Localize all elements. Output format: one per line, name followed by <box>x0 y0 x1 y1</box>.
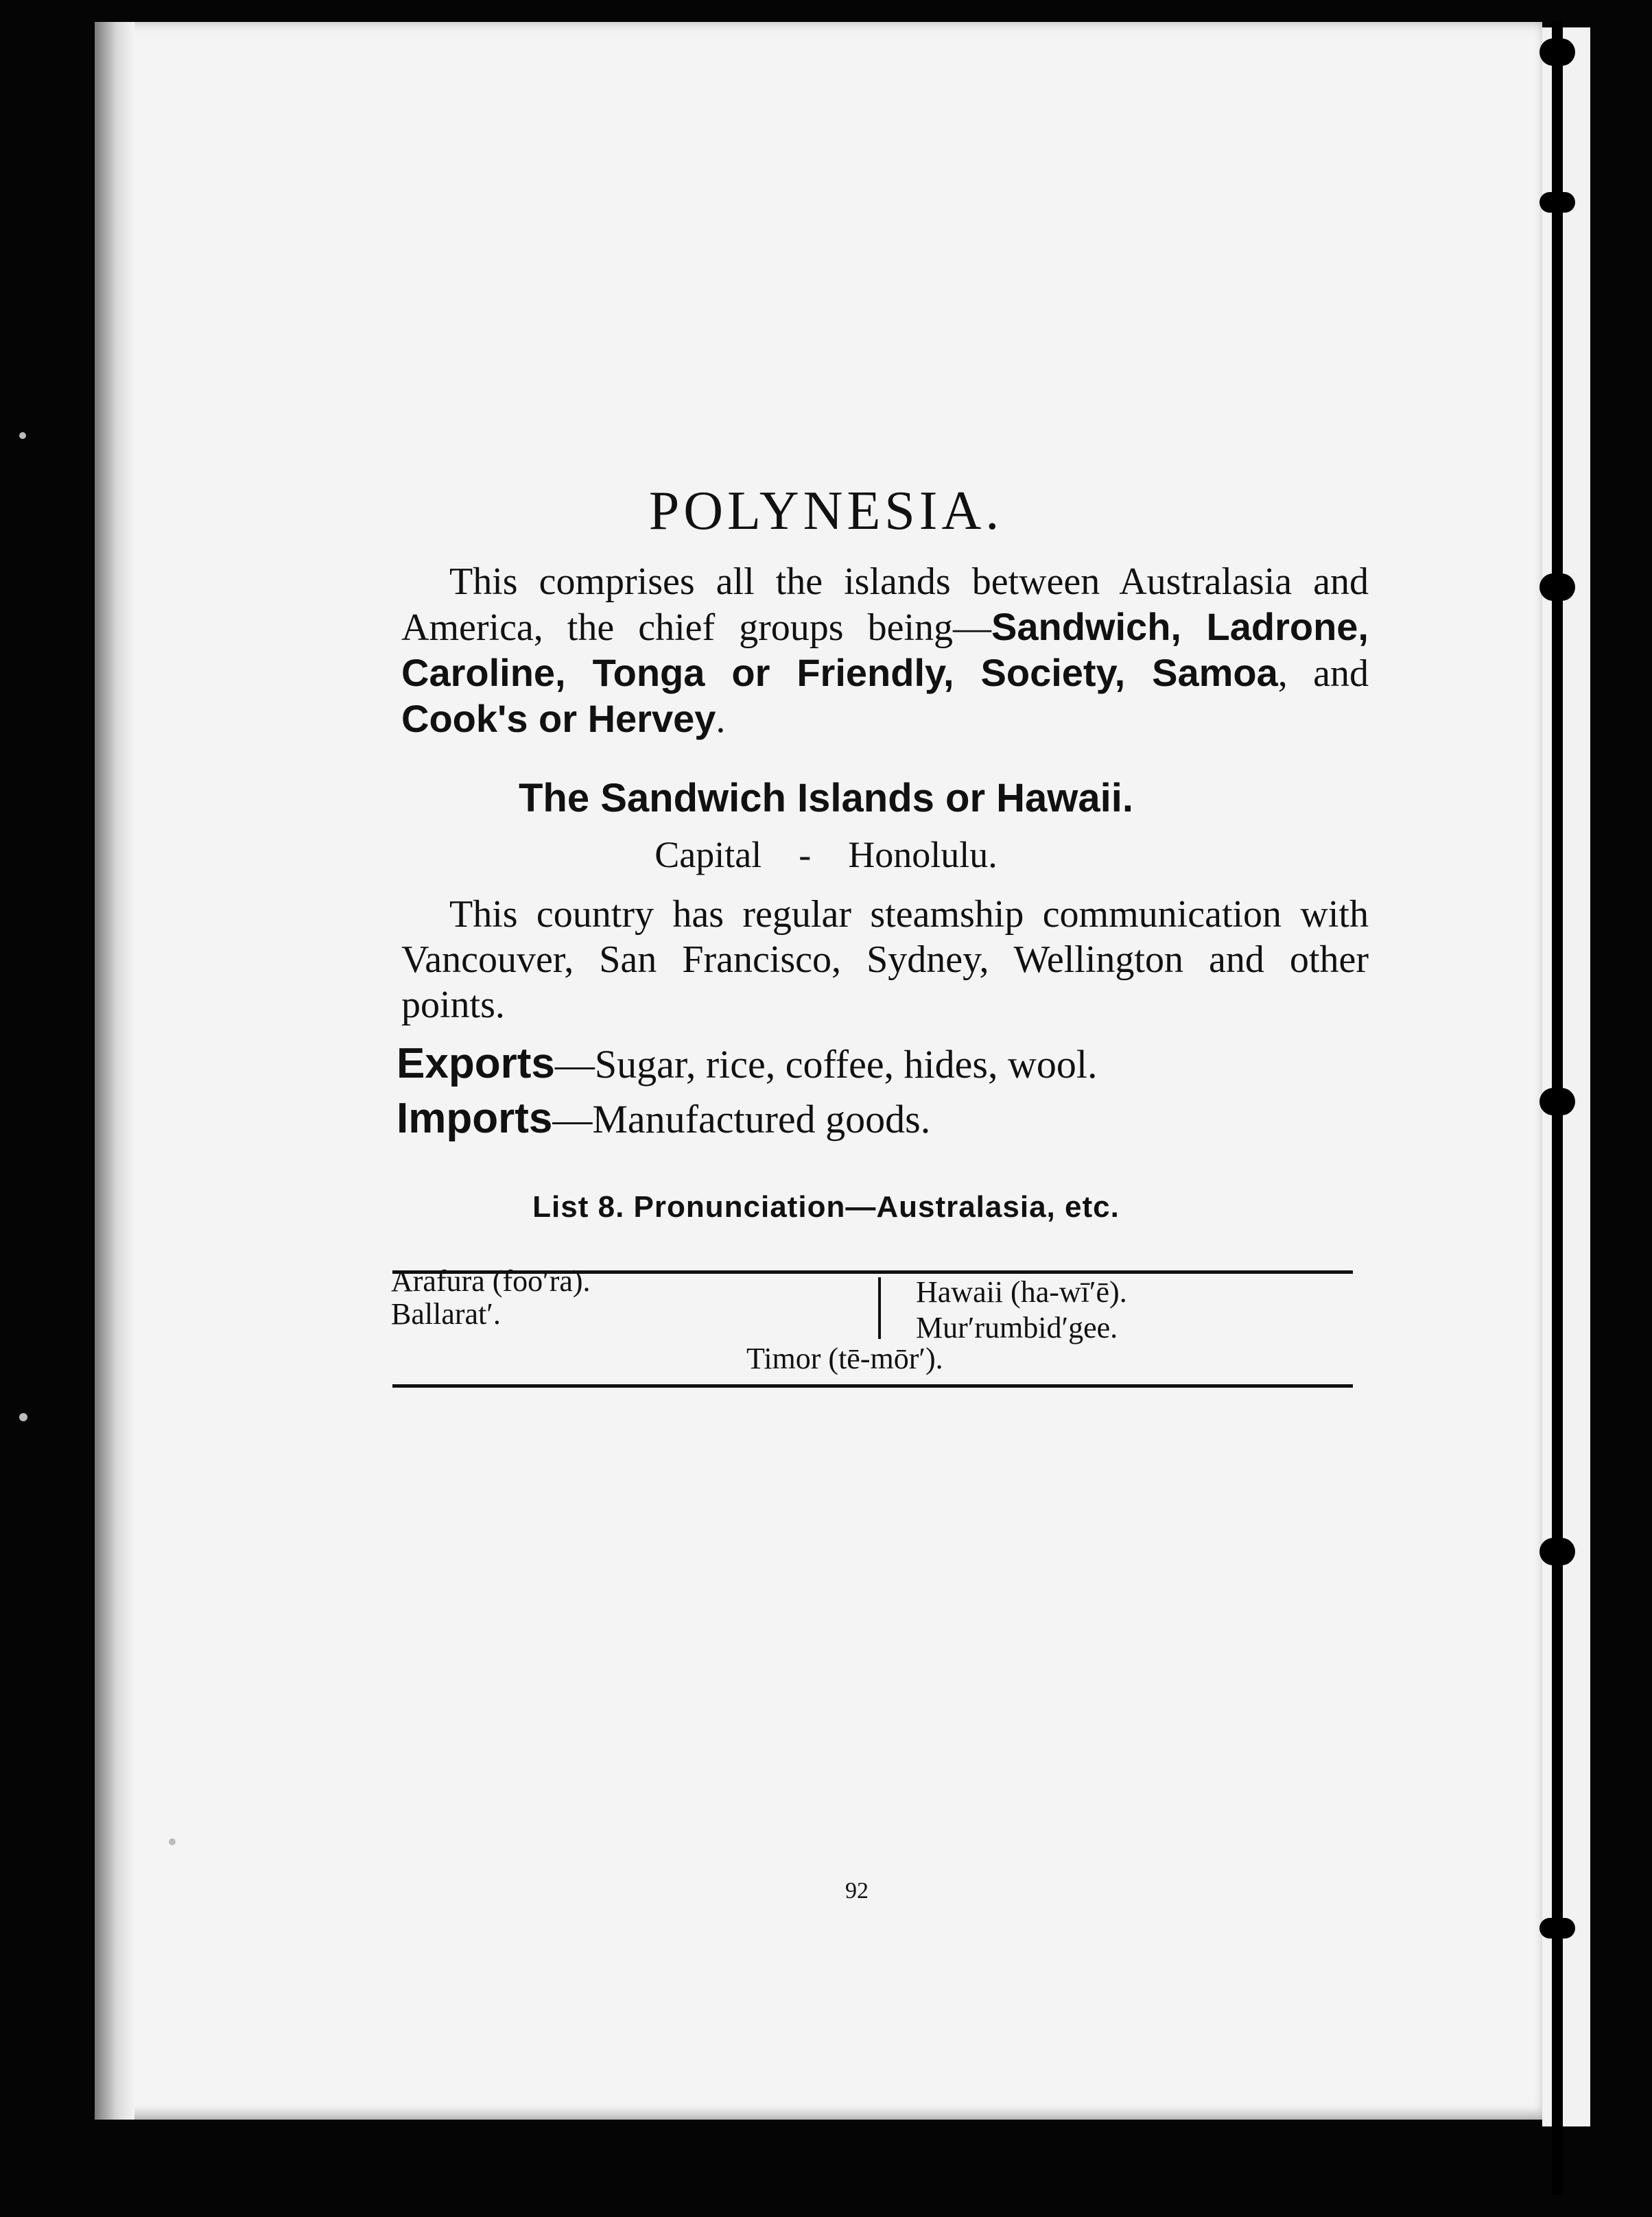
island-group-cooks: Cook's or Hervey <box>401 697 716 740</box>
capital-separator: - <box>799 834 812 875</box>
pronunciation-entry: Hawaii (ha-wī′ē). <box>916 1275 1127 1309</box>
exports-line <box>397 1039 1098 1088</box>
page-number: 92 <box>845 1878 869 1904</box>
capital-label: Capital <box>654 834 762 875</box>
intro-join: , and <box>1277 652 1369 695</box>
binding-stitch <box>1539 573 1575 601</box>
scan-speck <box>19 1413 27 1421</box>
section-heading: The Sandwich Islands or Hawaii. <box>519 776 1133 820</box>
capital-value: Honolulu. <box>848 834 998 875</box>
facing-page-edge <box>1542 27 1590 2126</box>
pronunciation-entry: Timor (tē-mōr′). <box>746 1342 943 1375</box>
pronunciation-entry: Ballarat′. <box>391 1297 501 1331</box>
intro-paragraph <box>401 559 1369 742</box>
binding-stitch <box>1539 1918 1575 1939</box>
table-bottom-rule <box>392 1384 1353 1388</box>
pronunciation-list-title: List 8. Pronunciation—Australasia, etc. <box>532 1190 1120 1224</box>
intro-end: . <box>716 698 726 741</box>
binding-stitch <box>1539 38 1575 66</box>
intro-lead: This comprises all the islands between Australasia and America, the chief groups being— <box>401 560 1369 649</box>
binding-stitch <box>1539 1088 1575 1115</box>
page-gutter-shadow <box>95 22 134 2120</box>
binding-stitch <box>1539 1538 1575 1565</box>
imports-line <box>397 1094 930 1143</box>
binding-stitch <box>1539 192 1575 213</box>
communication-paragraph: This country has regular steamship communication with Vancouver, San Francisco, Sydney, Wellington and other points. <box>401 893 1369 1026</box>
column-divider <box>878 1277 881 1339</box>
island-groups: Sandwich, Ladrone, Caroline, Tonga or Friendly, Society, Samoa <box>401 605 1369 694</box>
scan-speck <box>169 1838 176 1845</box>
imports-text: —Manufactured goods. <box>552 1097 931 1141</box>
exports-label: Exports <box>397 1040 555 1087</box>
imports-label: Imports <box>397 1095 553 1142</box>
page-title: POLYNESIA. <box>648 481 1004 541</box>
scan-speck <box>19 432 26 439</box>
pronunciation-entry: Arafura (foo′ra). <box>391 1264 591 1298</box>
exports-text: —Sugar, rice, coffee, hides, wool. <box>554 1042 1098 1087</box>
capital-line <box>0 833 1652 876</box>
pronunciation-entry: Mur′rumbid′gee. <box>916 1311 1118 1344</box>
